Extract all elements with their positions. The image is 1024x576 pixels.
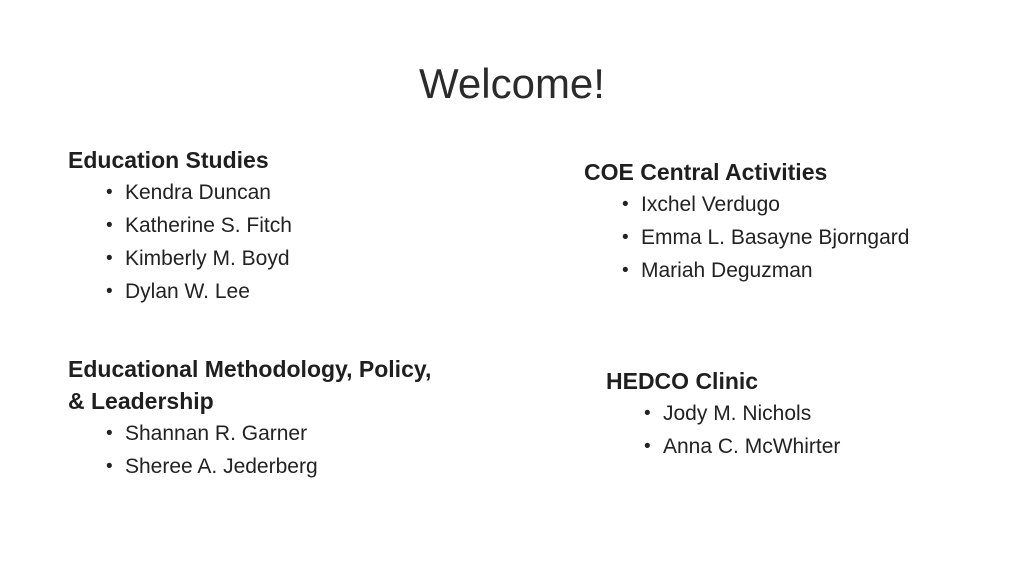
bullet-icon: • [644,436,651,457]
section-heading [68,353,508,417]
section-heading-line: Educational Methodology, Policy, [68,356,432,382]
member-name: Dylan W. Lee [125,280,250,303]
section-heading: COE Central Activities [584,159,828,185]
section-hedco-clinic [606,365,1006,463]
member-name: Shannan R. Garner [125,422,308,445]
list-item [106,176,508,209]
member-name: Anna C. McWhirter [663,435,841,458]
list-item [106,275,508,308]
member-name: Kimberly M. Boyd [125,247,290,270]
list-item [622,221,1004,254]
slide-title: Welcome! [419,60,605,107]
list-item [644,430,1006,463]
member-name: Jody M. Nichols [663,402,812,425]
member-list [68,176,508,308]
list-item [106,242,508,275]
section-heading: HEDCO Clinic [606,368,759,394]
list-item [622,254,1004,287]
bullet-icon: • [106,423,113,444]
list-item [106,417,508,450]
member-name: Ixchel Verdugo [641,193,780,216]
member-name: Kendra Duncan [125,181,271,204]
bullet-icon: • [106,456,113,477]
bullet-icon: • [622,194,629,215]
member-list [606,397,1006,463]
section-heading: Education Studies [68,147,269,173]
bullet-icon: • [106,248,113,269]
member-name: Mariah Deguzman [641,259,813,282]
list-item [106,450,508,483]
member-name: Katherine S. Fitch [125,214,292,237]
section-educational-methodology [68,353,508,483]
bullet-icon: • [106,182,113,203]
bullet-icon: • [622,260,629,281]
member-list [68,417,508,483]
bullet-icon: • [644,403,651,424]
section-heading-line: & Leadership [68,388,214,414]
list-item [644,397,1006,430]
list-item [622,188,1004,221]
list-item [106,209,508,242]
section-education-studies [68,144,508,308]
bullet-icon: • [106,281,113,302]
member-name: Emma L. Basayne Bjorngard [641,226,910,249]
member-name: Sheree A. Jederberg [125,455,318,478]
bullet-icon: • [106,215,113,236]
bullet-icon: • [622,227,629,248]
section-coe-central-activities [584,156,1004,287]
member-list [584,188,1004,287]
